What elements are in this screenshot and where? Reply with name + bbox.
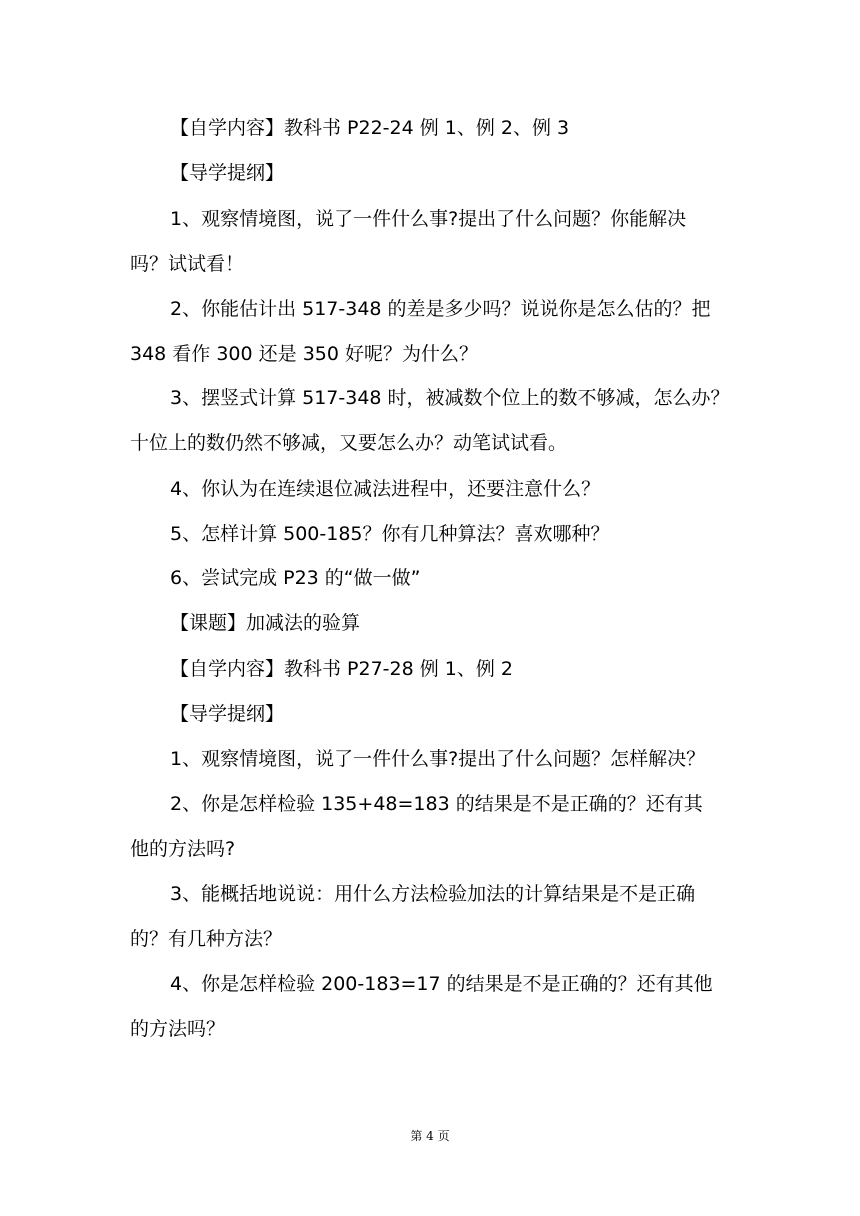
section-heading-self-study-content: 【自学内容】教科书 P22-24 例 1、例 2、例 3 — [170, 117, 570, 139]
outline2-item-3-continued: 的？有几种方法？ — [130, 928, 283, 950]
outline-item-5: 5、怎样计算 500-185？你有几种算法？喜欢哪种？ — [170, 523, 610, 545]
outline2-item-2-continued: 他的方法吗? — [130, 838, 236, 860]
outline-item-4: 4、你认为在连续退位减法进程中，还要注意什么？ — [170, 478, 601, 500]
outline2-item-4-continued: 的方法吗？ — [130, 1018, 226, 1040]
section-heading-self-study-content-2: 【自学内容】教科书 P27-28 例 1、例 2 — [170, 658, 514, 680]
outline-item-2-continued: 348 看作 300 还是 350 好呢？为什么？ — [130, 343, 478, 365]
outline2-item-2: 2、你是怎样检验 135+48=183 的结果是不是正确的？还有其 — [170, 793, 703, 815]
outline2-item-3: 3、能概括地说说：用什么方法检验加法的计算结果是不是正确 — [170, 883, 696, 905]
outline-item-6: 6、尝试完成 P23 的“做一做” — [170, 567, 421, 589]
outline2-item-1: 1、观察情境图，说了一件什么事?提出了什么问题？怎样解决？ — [170, 748, 706, 770]
outline-item-1-continued: 吗？试试看！ — [130, 253, 245, 275]
section-heading-study-outline-2: 【导学提纲】 — [170, 703, 285, 725]
outline-item-1: 1、观察情境图，说了一件什么事?提出了什么问题？你能解决 — [170, 208, 687, 230]
outline-item-2: 2、你能估计出 517-348 的差是多少吗？说说你是怎么估的？把 — [170, 298, 711, 320]
outline-item-3-continued: 十位上的数仍然不够减，又要怎么办？动笔试试看。 — [130, 432, 568, 454]
outline-item-3: 3、摆竖式计算 517-348 时，被减数个位上的数不够减，怎么办？ — [170, 387, 730, 409]
section-heading-study-outline: 【导学提纲】 — [170, 162, 285, 184]
outline2-item-4: 4、你是怎样检验 200-183=17 的结果是不是正确的？还有其他 — [170, 973, 713, 995]
lesson-topic-heading: 【课题】加减法的验算 — [170, 612, 361, 634]
page-number-footer: 第 4 页 — [410, 1129, 450, 1143]
